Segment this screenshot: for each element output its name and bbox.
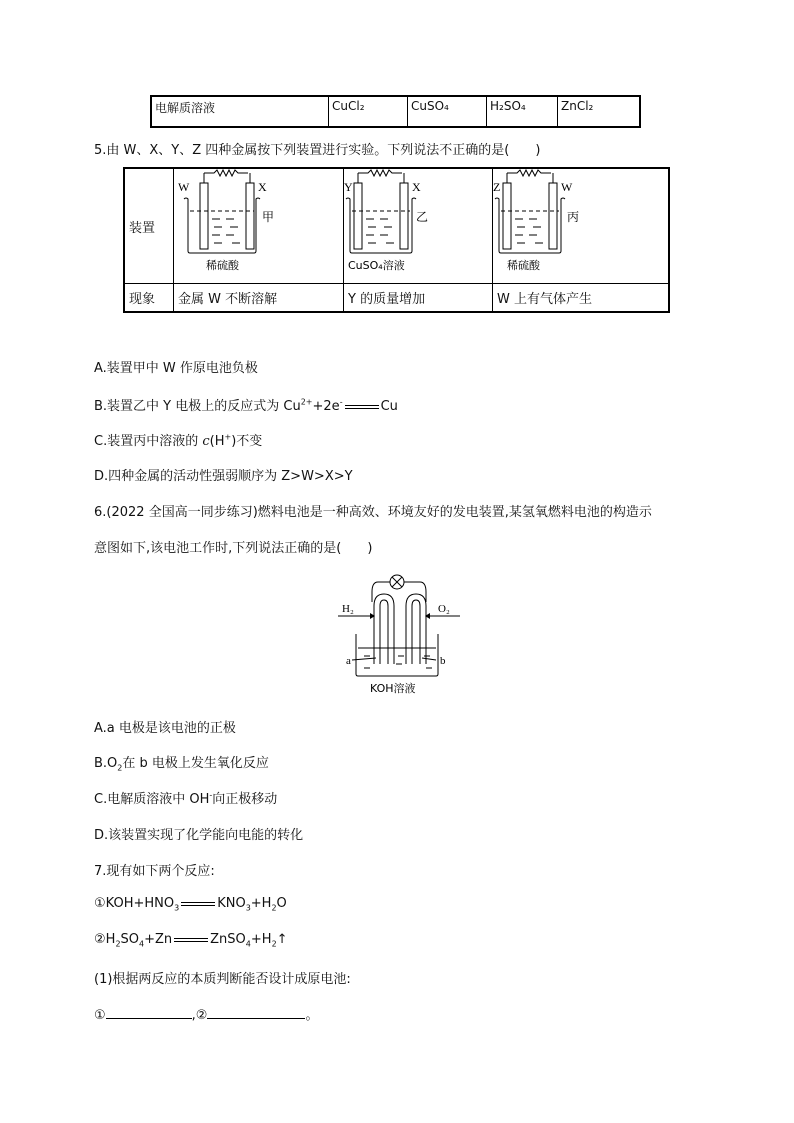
q7-reaction-2: $②H_2SO_4+Zn$ $ZnSO_4+H_2↑$: [94, 932, 288, 949]
q5-option-c: C.装置丙中溶液的 c(H+)不变: [94, 432, 263, 449]
electrolyte-cell: H₂SO₄: [487, 96, 558, 127]
electrode-label: W: [561, 180, 573, 194]
beaker-diagram-yi: [344, 169, 492, 279]
electrolyte-cell: CuCl₂: [329, 96, 408, 127]
electrolyte-cell: ZnCl₂: [558, 96, 641, 127]
device-name: 甲: [262, 210, 275, 224]
electrode-label: W: [178, 180, 190, 194]
fuel-cell-diagram: [338, 572, 464, 698]
q5-option-d: D.四种金属的活动性强弱顺序为 Z>W>X>Y: [94, 469, 353, 484]
phenomenon-cell: Y 的质量增加: [344, 284, 493, 312]
device-jia: [174, 168, 344, 284]
row-label-phenomenon: 现象: [124, 284, 174, 312]
answer-blank-1[interactable]: [106, 1006, 192, 1019]
q6-stem-line1: 6.(2022 全国高一同步练习)燃料电池是一种高效、环境友好的发电装置,某氢氧燃料电池的构造示: [94, 505, 652, 520]
beaker-diagram-jia: [174, 169, 343, 279]
q7-subquestion-1: (1)根据两反应的本质判断能否设计成原电池:: [94, 972, 351, 987]
electrolyte-label: 电解质溶液: [151, 96, 329, 127]
q5-stem: 5.由 W、X、Y、Z 四种金属按下列装置进行实验。下列说法不正确的是( ): [94, 143, 541, 158]
answer-blank-2[interactable]: [207, 1006, 305, 1019]
q5-option-b: B.装置乙中 Y 电极上的反应式为 $Cu^{2+}+2e^-$ Cu: [94, 397, 398, 414]
device-name: 丙: [567, 210, 580, 224]
solution-label: 稀硫酸: [206, 259, 239, 272]
q7-answer-line: ① ,② 。: [94, 1008, 319, 1023]
equal-sign: [345, 405, 379, 409]
device-bing: [493, 168, 670, 284]
q6-stem-line2: 意图如下,该电池工作时,下列说法正确的是( ): [94, 541, 373, 556]
row-label-device: 装置: [124, 168, 174, 284]
q5-option-a: A.装置甲中 W 作原电池负极: [94, 361, 258, 376]
q7-reaction-1: $①KOH+HNO_3$ $KNO_3+H_2O$: [94, 896, 287, 913]
equal-sign: [174, 938, 208, 942]
q6-option-d: D.该装置实现了化学能向电能的转化: [94, 828, 304, 843]
device-name: 乙: [416, 210, 429, 224]
solution-label: CuSO₄溶液: [348, 259, 405, 272]
electrode-b-label: b: [440, 655, 446, 667]
device-yi: [344, 168, 493, 284]
electrode-label: Z: [493, 180, 501, 194]
q6-option-a: A.a 电极是该电池的正极: [94, 721, 236, 736]
q5-experiment-table: [123, 167, 670, 313]
electrode-label: X: [258, 180, 267, 194]
q7-stem: 7.现有如下两个反应:: [94, 864, 215, 879]
h2-label: H₂: [342, 603, 354, 615]
q6-option-b: $B.O_2$在 b 电极上发生氧化反应: [94, 756, 269, 773]
q6-option-c: C.电解质溶液中 OH-向正极移动: [94, 790, 278, 807]
electrode-label: X: [412, 180, 421, 194]
koh-label: KOH溶液: [370, 682, 416, 695]
equal-sign: [181, 902, 215, 906]
phenomenon-cell: W 上有气体产生: [493, 284, 670, 312]
electrolyte-cell: CuSO₄: [408, 96, 487, 127]
electrolyte-table: [150, 95, 641, 128]
beaker-diagram-bing: [493, 169, 663, 279]
electrode-label: Y: [344, 180, 353, 194]
phenomenon-cell: 金属 W 不断溶解: [174, 284, 344, 312]
electrode-a-label: a: [346, 655, 351, 667]
solution-label: 稀硫酸: [507, 259, 540, 272]
o2-label: O₂: [438, 603, 450, 615]
